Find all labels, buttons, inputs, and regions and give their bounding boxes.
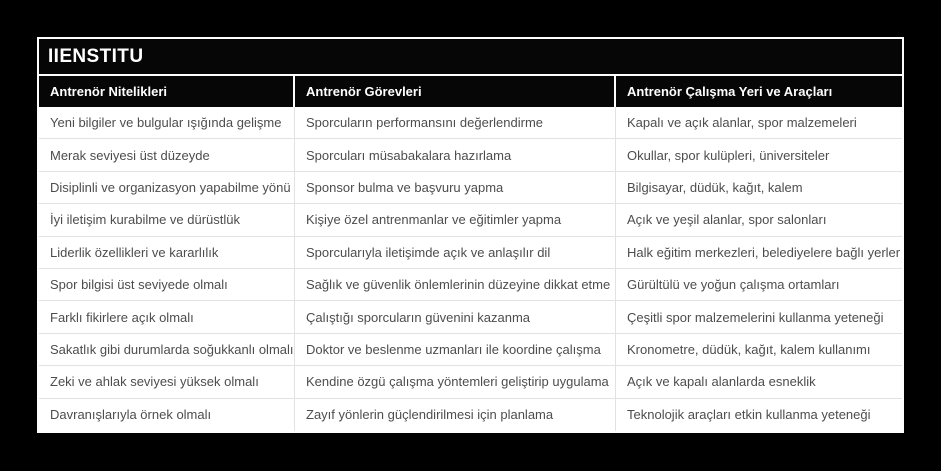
table-cell: Spor bilgisi üst seviyede olmalı: [39, 269, 295, 300]
table-row: [39, 366, 902, 398]
table-cell: Sporcuların performansını değerlendirme: [295, 107, 616, 138]
table-cell: Doktor ve beslenme uzmanları ile koordine çalışma: [295, 334, 616, 365]
table-cell: Zeki ve ahlak seviyesi yüksek olmalı: [39, 366, 295, 397]
table-cell: Zayıf yönlerin güçlendirilmesi için planlama: [295, 399, 616, 431]
table-row: [39, 172, 902, 204]
table-row: [39, 139, 902, 171]
table-header-row: [39, 76, 902, 107]
table-cell: Kendine özgü çalışma yöntemleri geliştirip uygulama: [295, 366, 616, 397]
table-cell: Davranışlarıyla örnek olmalı: [39, 399, 295, 431]
table-row: [39, 204, 902, 236]
table-cell: Gürültülü ve yoğun çalışma ortamları: [627, 277, 840, 293]
coach-table-panel: [37, 37, 904, 433]
table-cell: Kronometre, düdük, kağıt, kalem kullanımı: [627, 341, 871, 357]
table-cell: Yeni bilgiler ve bulgular ışığında gelişme: [39, 107, 295, 138]
column-header-antrenor-nitelikleri: Antrenör Nitelikleri: [39, 76, 295, 107]
table-row: [39, 334, 902, 366]
table-cell: Kapalı ve açık alanlar, spor malzemeleri: [627, 115, 857, 131]
table-cell: Açık ve kapalı alanlarda esneklik: [627, 374, 816, 390]
table-cell: Kişiye özel antrenmanlar ve eğitimler yapma: [295, 204, 616, 235]
table-cell: İyi iletişim kurabilme ve dürüstlük: [39, 204, 295, 235]
column-header-antrenor-gorevleri: Antrenör Görevleri: [295, 76, 616, 107]
table-cell: Liderlik özellikleri ve kararlılık: [39, 237, 295, 268]
table-cell: Çalıştığı sporcuların güvenini kazanma: [295, 301, 616, 332]
table-cell: Disiplinli ve organizasyon yapabilme yönü: [39, 172, 295, 203]
table-cell: Teknolojik araçları etkin kullanma yeteneği: [627, 407, 871, 423]
table-body: [39, 107, 902, 431]
table-row: [39, 107, 902, 139]
table-cell: Okullar, spor kulüpleri, üniversiteler: [627, 147, 830, 163]
table-cell: Merak seviyesi üst düzeyde: [39, 139, 295, 170]
brand-header: [39, 39, 902, 76]
table-cell: Sağlık ve güvenlik önlemlerinin düzeyine dikkat etme: [295, 269, 616, 300]
table-cell: Sporcuları müsabakalara hazırlama: [295, 139, 616, 170]
table-row: [39, 399, 902, 431]
table-cell: Sakatlık gibi durumlarda soğukkanlı olmalı: [39, 334, 295, 365]
table-row: [39, 269, 902, 301]
column-header-antrenor-calisma-yeri: Antrenör Çalışma Yeri ve Araçları: [627, 84, 833, 99]
table-row: [39, 301, 902, 333]
table-cell: Sponsor bulma ve başvuru yapma: [295, 172, 616, 203]
brand-title: IIENSTITU: [48, 45, 144, 67]
table-row: [39, 237, 902, 269]
table-cell: Açık ve yeşil alanlar, spor salonları: [627, 212, 827, 228]
table-cell: Bilgisayar, düdük, kağıt, kalem: [627, 179, 803, 195]
table-cell: Farklı fikirlere açık olmalı: [39, 301, 295, 332]
table-cell: Halk eğitim merkezleri, belediyelere bağlı yerler: [627, 244, 901, 260]
table-cell: Sporcularıyla iletişimde açık ve anlaşılır dil: [295, 237, 616, 268]
table-cell: Çeşitli spor malzemelerini kullanma yeteneği: [627, 309, 884, 325]
